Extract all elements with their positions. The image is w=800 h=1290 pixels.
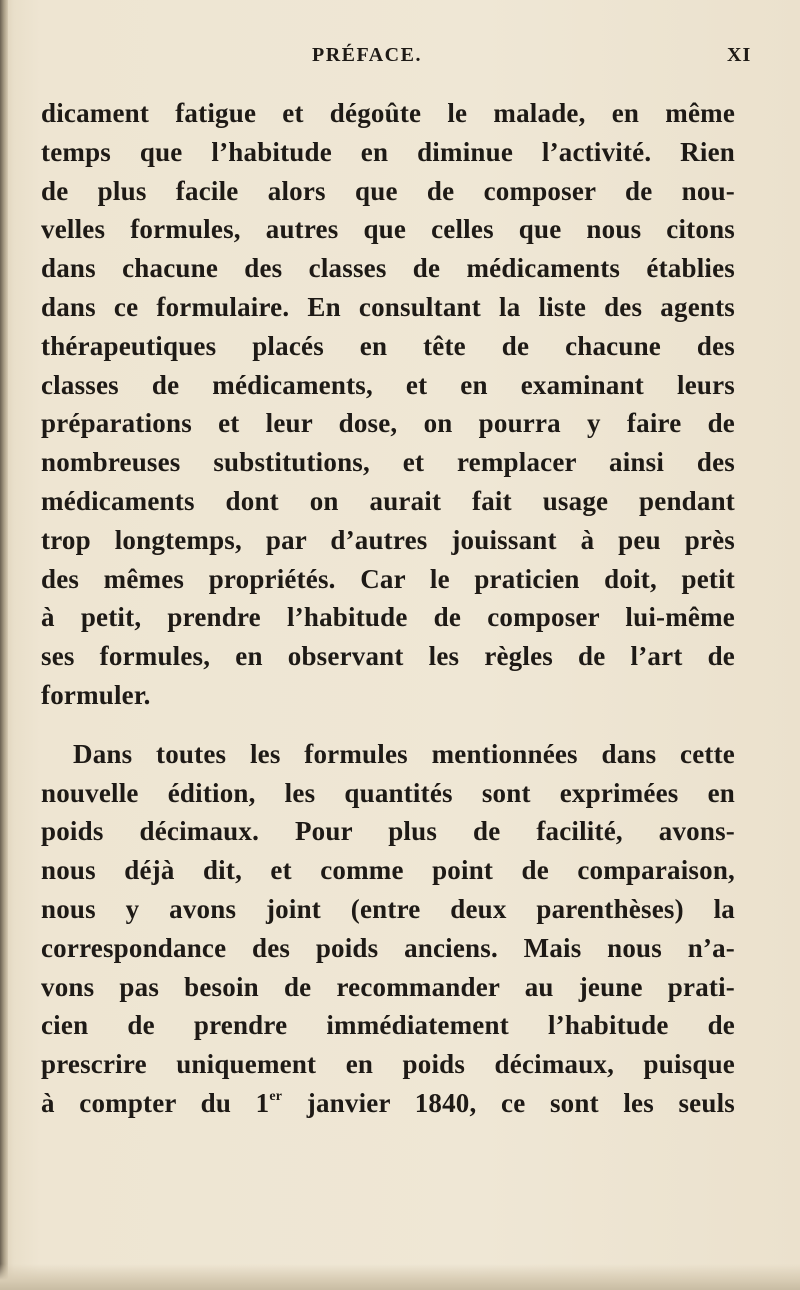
page-spine-shadow [0,0,8,1290]
paragraph-break [41,715,735,735]
text-line: prescrire uniquement en poids décimaux, puisque [41,1049,735,1080]
text-line: velles formules, autres que celles que nous citons [41,214,735,245]
text-line: à petit, prendre l’habitude de composer lui-même [41,602,735,633]
page-number: XI [727,44,752,66]
ordinal-superscript: er [269,1088,283,1104]
text-line: des mêmes propriétés. Car le praticien doit, petit [41,563,735,594]
text-line-final [41,1084,735,1123]
text-line: dans chacune des classes de médicaments établies [41,253,735,284]
text-line: trop longtemps, par d’autres jouissant à peu près [41,524,735,555]
text-line: dans ce formulaire. En consultant la liste des agents [41,291,735,322]
text-line: Dans toutes les formules mentionnées dans cette [73,738,735,769]
page-header [0,44,800,74]
text-line: nouvelle édition, les quantités sont exprimées en [41,777,735,808]
text-line: nous déjà dit, et comme point de comparaison, [41,855,735,886]
text-line: dicament fatigue et dégoûte le malade, en même [41,98,735,128]
text-line: poids décimaux. Pour plus de facilité, avons- [41,816,735,847]
text-line: cien de prendre immédiatement l’habitude de [41,1010,735,1041]
text-line: correspondance des poids anciens. Mais nous n’a- [41,932,735,963]
text-line: classes de médicaments, et en examinant leurs [41,369,735,400]
text-line: vons pas besoin de recommander au jeune prati- [41,971,735,1002]
page-bottom-edge [0,1264,800,1290]
text-line: nombreuses substitutions, et remplacer ainsi des [41,447,735,478]
body-text [41,94,735,1123]
text-line: temps que l’habitude en diminue l’activité. Rien [41,136,735,167]
text-segment: janvier 1840, ce sont les seuls [282,1087,735,1118]
text-line: thérapeutiques placés en tête de chacune des [41,330,735,361]
text-line: préparations et leur dose, on pourra y faire de [41,408,735,439]
text-line: formuler. [41,679,151,710]
text-line: nous y avons joint (entre deux parenthèses) la [41,893,735,924]
text-segment: à compter du 1 [41,1087,270,1118]
text-line: de plus facile alors que de composer de nou- [41,175,735,206]
text-line: médicaments dont on aurait fait usage pendant [41,485,735,516]
running-title: PRÉFACE. [312,44,422,66]
text-line: ses formules, en observant les règles de l’art de [41,641,735,672]
